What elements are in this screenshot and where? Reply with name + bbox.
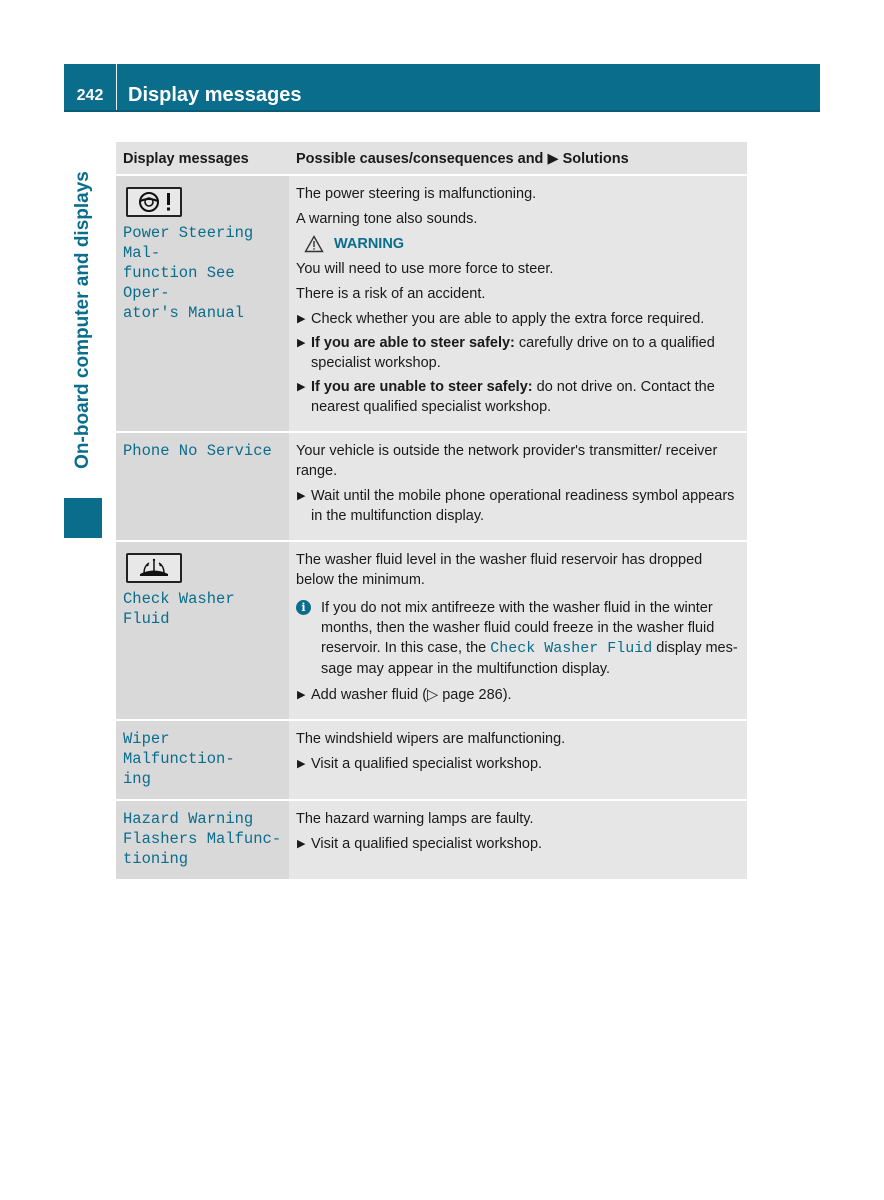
info-icon: i [296, 600, 311, 615]
table-row [116, 175, 747, 432]
bullet-arrow-icon: ▶ [297, 838, 306, 850]
solution-step-condition: If you are unable to steer safely: [311, 379, 533, 395]
solution-cell [289, 800, 747, 880]
solution-step [296, 486, 740, 526]
solution-cell [289, 175, 747, 432]
cause-text: The hazard warning lamps are faulty. [296, 811, 534, 827]
solution-cell [289, 720, 747, 800]
solution-cell [289, 541, 747, 720]
warning-text: You will need to use more force to steer. [296, 261, 554, 277]
cause-text: A warning tone also sounds. [296, 211, 478, 227]
solution-step-text: Add washer fluid (▷ page 286). [311, 687, 512, 703]
page-header [64, 64, 820, 112]
message-cell [116, 720, 289, 800]
solution-step [296, 685, 740, 705]
message-cell [116, 800, 289, 880]
solution-step [296, 333, 740, 373]
solution-step-condition: If you are able to steer safely: [311, 335, 515, 351]
table-header-row [116, 142, 747, 175]
table-row [116, 800, 747, 880]
solution-step [296, 754, 740, 774]
column-header-causes-solutions [289, 142, 747, 175]
warning-heading [304, 235, 740, 253]
header-divider [116, 64, 117, 110]
solution-step [296, 309, 740, 329]
solution-step-text: Visit a qualified specialist workshop. [311, 756, 543, 772]
solution-step [296, 834, 740, 854]
table-row [116, 541, 747, 720]
info-text-part: If you do not mix antifreeze with the washer fluid in the winter months, then the washer fluid could freeze in the washer fluid reservoir. In this case, the [321, 600, 715, 656]
cause-text: The windshield wipers are malfunctioning. [296, 731, 566, 747]
cause-text: The power steering is malfunctioning. [296, 186, 537, 202]
warning-text: There is a risk of an accident. [296, 286, 486, 302]
bullet-arrow-icon: ▶ [297, 381, 306, 393]
message-text-check-washer-fluid: Check Washer Fluid [123, 590, 235, 628]
cause-text: Your vehicle is outside the network provider's transmitter/ receiver range. [296, 443, 718, 479]
warning-triangle-icon [304, 235, 324, 253]
message-cell [116, 541, 289, 720]
steering-warning-icon [126, 187, 182, 217]
table-row [116, 720, 747, 800]
bullet-arrow-icon: ▶ [297, 689, 306, 701]
solution-step [296, 377, 740, 417]
message-text-power-steering: Power Steering Mal- function See Oper- ator's Manual [123, 224, 254, 322]
side-tab-marker [64, 498, 102, 538]
page-number: 242 [76, 87, 104, 104]
side-tab [64, 150, 102, 490]
cause-text: The washer fluid level in the washer fluid reservoir has dropped below the minimum. [296, 552, 703, 588]
display-messages-table [116, 142, 747, 881]
message-cell [116, 175, 289, 432]
warning-label: WARNING [334, 236, 405, 252]
washer-fluid-icon [126, 553, 182, 583]
solution-step-text: do not drive on. Contact the nearest qualified specialist workshop. [311, 379, 715, 415]
message-text-hazard-warning-flashers: Hazard Warning Flashers Malfunc- tioning [123, 810, 282, 868]
side-tab-label: On-board computer and displays [72, 171, 93, 469]
info-note [296, 598, 740, 679]
solution-step-text: Check whether you are able to apply the extra force required. [311, 311, 705, 327]
message-text-phone-no-service: Phone No Service [123, 442, 272, 460]
message-cell [116, 432, 289, 541]
bullet-arrow-icon: ▶ [297, 758, 306, 770]
solution-cell [289, 432, 747, 541]
solution-step-text: Visit a qualified specialist workshop. [311, 836, 543, 852]
column-header-causes-solutions-text: Possible causes/consequences and ▶ Solutions [296, 150, 629, 167]
info-text-part: display mes-sage may appear in the multifunction display. [321, 640, 738, 677]
section-title: Display messages [128, 84, 302, 106]
table-row [116, 432, 747, 541]
solution-step-text: carefully drive on to a qualified specialist workshop. [311, 335, 715, 371]
solution-step-text: Wait until the mobile phone operational readiness symbol appears in the multifunction display. [311, 488, 735, 524]
column-header-display-messages: Display messages [116, 142, 289, 175]
inline-display-message: Check Washer Fluid [490, 640, 653, 657]
message-text-wiper-malfunctioning: Wiper Malfunction- ing [123, 730, 235, 788]
info-text [311, 598, 740, 679]
bullet-arrow-icon: ▶ [297, 337, 306, 349]
bullet-arrow-icon: ▶ [297, 490, 306, 502]
bullet-arrow-icon: ▶ [297, 313, 306, 325]
